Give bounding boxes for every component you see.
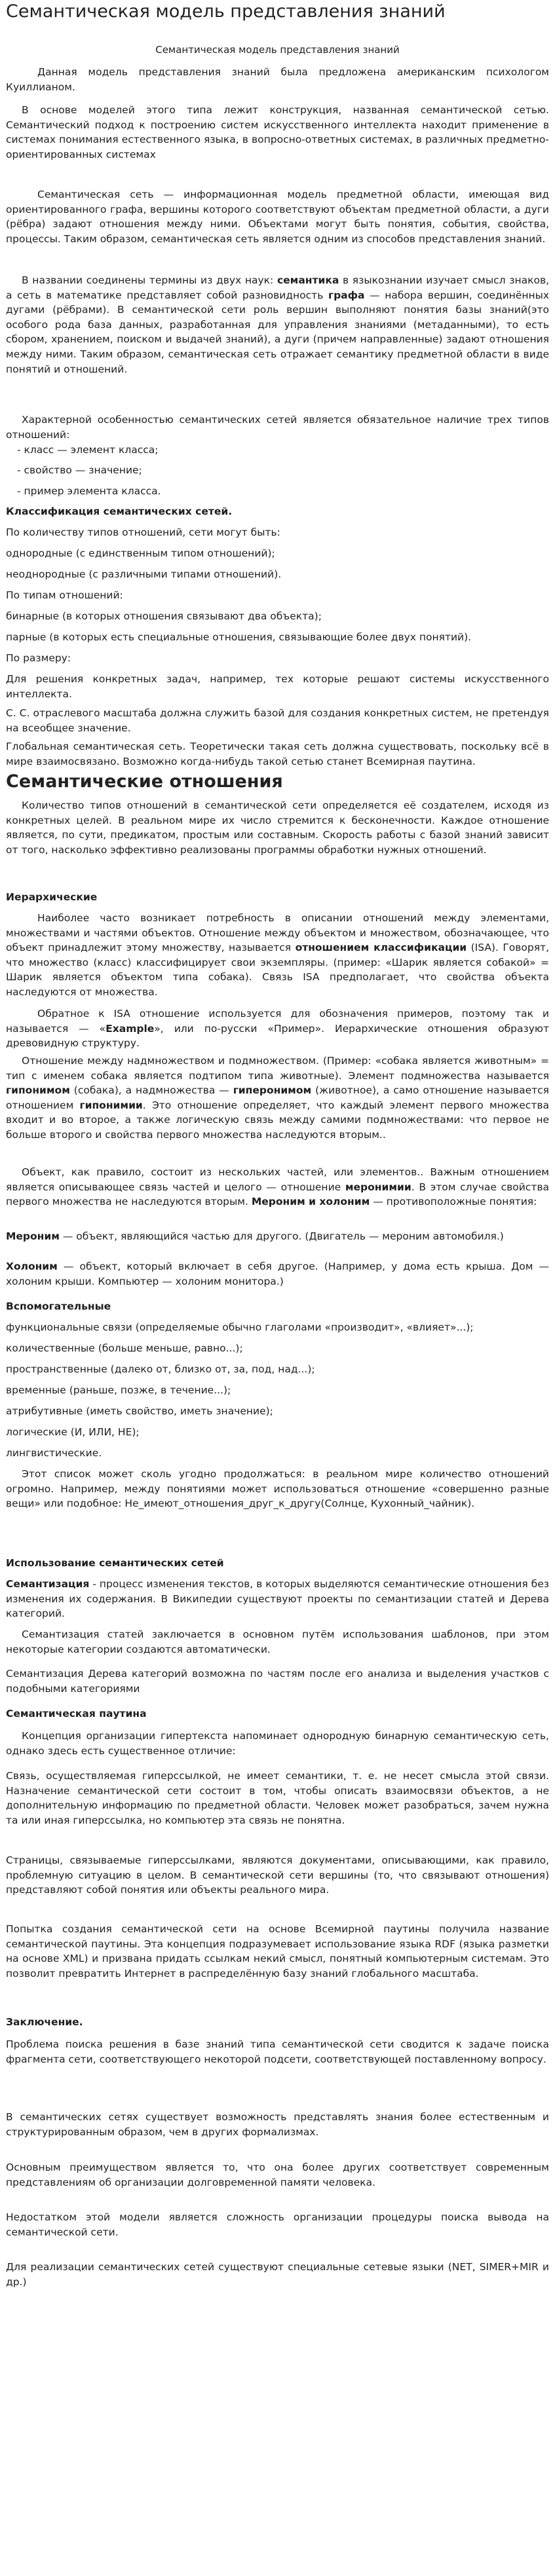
paragraph-conclusion-structure: В семантических сетях существует возможность представлять знания более естественным и структурированным образом, чем в других формализмах.: [6, 2111, 549, 2138]
paragraph-pages: Страницы, связываемые гиперссылками, являются документами, описывающими, как правило, проблемную ситуацию в целом. В семантической сети вершины (то, что связывают отношения) представляют собой понятия или объекты реального мира.: [6, 1854, 549, 1896]
paragraph-meronymy: Объект, как правило, состоит из нескольких частей, или элементов.. Важным отношением является описывающее связь частей и целого — отношение меронимии. В этом случае свойства первого множества не наследуются вторым. Мероним и холоним — противоположные понятия:: [6, 1166, 549, 1208]
paragraph-intro: Данная модель представления знаний была предложена американским психологом Куиллианом.: [6, 66, 549, 93]
paragraph-semantization: Семантизация - процесс изменения текстов, в которых выделяются семантические отношения без изменения их содержания. В Википедии существуют проекты по семантизации статей и Дерева категорий.: [6, 1578, 549, 1620]
paragraph-network-definition: Семантическая сеть — информационная модель предметной области, имеющая вид ориентированного графа, вершины которого соответствуют объектам предметной области, а дуги (рёбра) задают отношения между ними. Объектами могут быть понятия, события, свойства, процессы. Таким образом, семантическая сеть является одним из способов представления знаний.: [6, 189, 549, 245]
paragraph-hypertext: Концепция организации гипертекста напоминает однородную бинарную семантическую сеть, однако здесь есть существенное отличие:: [6, 1730, 549, 1757]
paragraph-terms: В названии соединены термины из двух наук: семантика в языкознании изучает смысл знаков, а сеть в математике представляет собой разновидность графа — набора вершин, соединённых дугами (рёбрами). В семантической сети роль вершин выполняют понятия базы знаний(это особого рода база данных, разработанная для управления знаниями (метаданными), то есть сбором, хранением, поиском и выдачей знаний), а дуги (причем направленные) задают отношения между ними. Таким образом, семантическая сеть отражает семантику предметной области в виде понятий и отношений.: [6, 274, 550, 375]
classification-line: неоднородные (с различными типами отношений).: [6, 568, 282, 580]
paragraph-hyperlink-semantics: Связь, осуществляемая гиперссылкой, не имеет семантики, т. е. не несет смысла этой связи. Назначение семантической сети состоит в том, чтобы описать взаимосвязи объектов, а не дополнительную информацию по предметной области. Человек может разобраться, зачем нужна та или иная гиперссылка, но компьютер эта связь не понятна.: [6, 1770, 549, 1826]
centered-heading: Семантическая модель представления знаний: [155, 44, 400, 56]
paragraph-relation-types: Характерной особенностью семантических сетей является обязательное наличие трех типов отношений:: [6, 414, 549, 441]
paragraph-semantization-categories: Семантизация Дерева категорий возможна по частям после его анализа и выделения участков с подобными категориями: [6, 1668, 549, 1695]
paragraph-conclusion-drawback: Недостатком этой модели является сложность организации процедуры поиска вывода на семантической сети.: [6, 2211, 549, 2238]
list-item: - класс — элемент класса;: [17, 444, 159, 456]
heading-usage: Использование семантических сетей: [6, 1557, 224, 1569]
paragraph-holonym: Холоним — объект, который включает в себя другое. (Например, у дома есть крыша. Дом — холоним крыши. Компьютер — холоним монитора.): [6, 1260, 549, 1287]
heading-classification: Классификация семантических сетей.: [6, 506, 233, 517]
paragraph-list-continues: Этот список может сколь угодно продолжаться: в реальном мире количество отношений огромно. Например, между понятиями может использоваться отношение «совершенно разные вещи» или подобное: Не_имеют_отношения_друг_к_другу(Солнце, Кухонный_чайник).: [6, 1468, 549, 1510]
list-item: - свойство — значение;: [17, 464, 142, 476]
paragraph-conclusion-advantage: Основным преимуществом является то, что она более других соответствует современным представлениям об организации долговременной памяти человека.: [6, 2162, 549, 2188]
classification-line: По размеру:: [6, 652, 71, 664]
page-title: Семантическая модель представления знаний: [6, 1, 446, 22]
paragraph-hyponymy: Отношение между надмножеством и подмножеством. (Пример: «собака является животным» = тип с именем собака является подтипом типа животные). Элемент подмножества называется гипонимом (собака), а надмножества — гиперонимом (животное), а само отношение называется отношением гипонимии. Это отношение определяет, что каждый элемент первого множества входит и во второе, а также логическую связь между самими подмножествами: что первое не больше второго и свойства первого множества наследуются вторым..: [6, 1055, 549, 1141]
auxiliary-line: функциональные связи (определяемые обычно глаголами «производит», «влияет»...);: [6, 1321, 474, 1333]
paragraph-conclusion-languages: Для реализации семантических сетей существуют специальные сетевые языки (NET, SIMER+MIR и др.): [6, 2261, 549, 2288]
heading-semantic-web: Семантическая паутина: [6, 1708, 147, 1720]
paragraph-semantization-articles: Семантизация статей заключается в основном путём использования шаблонов, при этом некоторые категории создаются автоматически.: [6, 1628, 549, 1655]
list-item: - пример элемента класса.: [17, 485, 161, 497]
paragraph-size-global: Глобальная семантическая сеть. Теоретически такая сеть должна существовать, поскольку всё в мире взаимосвязано. Возможно когда-нибудь такой сетью станет Всемирная паутина.: [6, 741, 549, 767]
heading-auxiliary: Вспомогательные: [6, 1300, 111, 1312]
auxiliary-line: временные (раньше, позже, в течение...);: [6, 1384, 231, 1396]
paragraph-size-industry: С. С. отраслевого масштаба должна служить базой для создания конкретных систем, не претендуя на всеобщее значение.: [6, 707, 549, 734]
auxiliary-line: пространственные (далеко от, близко от, за, под, над...);: [6, 1363, 315, 1375]
classification-line: парные (в которых есть специальные отношения, связывающие более двух понятий).: [6, 631, 472, 643]
classification-line: однородные (с единственным типом отношений);: [6, 547, 275, 559]
paragraph-classification-relation: Наиболее часто возникает потребность в описании отношений между элементами, множествами и частями объектов. Отношение между объектом и множеством, обозначающее, что объект принадлежит этому множеству, называется отношением классификации (ISA). Говорят, что множество (класс) классифицирует свои экземпляры. (пример: «Шарик является собакой» = Шарик является объектом типа собака). Связь ISA предполагает, что свойства объекта наследуются от множества.: [6, 912, 550, 998]
paragraph-conclusion-search: Проблема поиска решения в базе знаний типа семантической сети сводится к задаче поиска фрагмента сети, соответствующего некоторой подсети, соответствующей поставленному вопросу.: [6, 2038, 549, 2065]
auxiliary-line: количественные (больше меньше, равно...);: [6, 1342, 243, 1354]
paragraph-network-basis: В основе моделей этого типа лежит конструкция, названная семантической сетью. Семантический подход к построению систем искусственного интеллекта находит применение в системах понимания естественного языка, в вопросно-ответных системах, в различных предметно-ориентированных системах: [6, 104, 549, 160]
classification-line: По типам отношений:: [6, 589, 123, 601]
classification-line: По количеству типов отношений, сети могут быть:: [6, 526, 280, 538]
auxiliary-line: логические (И, ИЛИ, НЕ);: [6, 1426, 140, 1438]
classification-line: бинарные (в которых отношения связывают два объекта);: [6, 610, 322, 622]
paragraph-rdf: Попытка создания семантической сети на основе Всемирной паутины получила название семантической паутины. Эта концепция подразумевает использование языка RDF (языка разметки на основе XML) и призвана придать ссылкам некий смысл, понятный компьютерным системам. Это позволит превратить Интернет в распределённую базу знаний глобального масштаба.: [6, 1923, 549, 1979]
heading-hierarchical: Иерархические: [6, 891, 98, 903]
auxiliary-line: лингвистические.: [6, 1447, 102, 1459]
auxiliary-line: атрибутивные (иметь свойство, иметь значение);: [6, 1405, 273, 1417]
heading-semantic-relations: Семантические отношения: [6, 771, 283, 792]
paragraph-relations: Количество типов отношений в семантической сети определяется её создателем, исходя из конкретных целей. В реальном мире их число стремится к бесконечности. Каждое отношение является, по сути, предикатом, простым или составным. Скорость работы с базой знаний зависит от того, насколько эффективно реализованы программы обработки нужных отношений.: [6, 800, 549, 856]
paragraph-meronym: Мероним — объект, являющийся частью для другого. (Двигатель — мероним автомобиля.): [6, 1230, 504, 1242]
heading-conclusion: Заключение.: [6, 2016, 83, 2028]
paragraph-size-local: Для решения конкретных задач, например, тех которые решают системы искусственного интеллекта.: [6, 673, 549, 700]
paragraph-example-relation: Обратное к ISA отношение используется для обозначения примеров, поэтому так и называется — «Example», или по-русски «Пример». Иерархические отношения образуют древовидную структуру.: [6, 1008, 549, 1050]
